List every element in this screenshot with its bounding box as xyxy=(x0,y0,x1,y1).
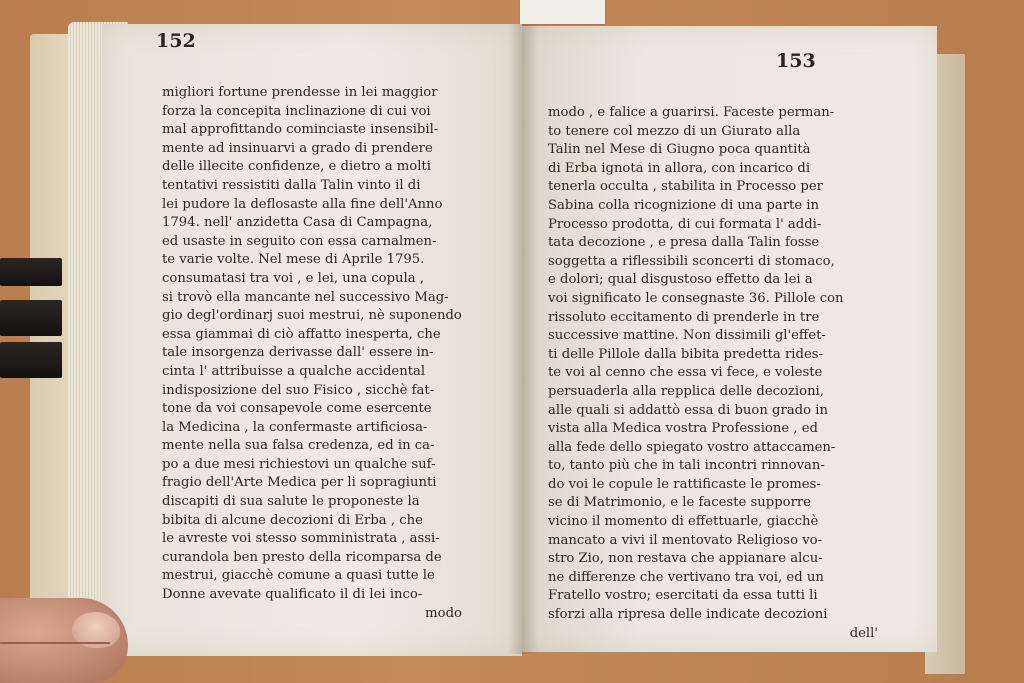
text-line: stro Zio, non restava che appianare alcu- xyxy=(548,551,823,567)
text-line: fragio dell'Arte Medica per li sopragiunti xyxy=(162,475,437,491)
text-line: di Erba ignota in allora, con incarico di xyxy=(548,160,811,176)
text-line: vista alla Medica vostra Professione , ed xyxy=(548,421,818,437)
page-number-left: 152 xyxy=(156,30,196,52)
catchword: modo xyxy=(425,605,462,621)
text-line: mal approfittando cominciaste insensibil- xyxy=(162,122,439,138)
text-line: successive mattine. Non dissimili gl'effet- xyxy=(548,328,826,344)
page-number-right: 153 xyxy=(776,50,816,72)
text-line: se di Matrimonio, e le faceste supporre xyxy=(548,495,811,511)
text-line: soggetta a riflessibili sconcerti di stomaco, xyxy=(548,253,835,269)
text-line: mente nella sua falsa credenza, ed in ca- xyxy=(162,438,435,454)
ribbon-bookmark xyxy=(0,342,62,378)
text-line: bibita di alcune decozioni di Erba , che xyxy=(162,512,423,528)
text-line: tone da voi consapevole come esercente xyxy=(162,401,432,417)
text-line: ti delle Pillole dalla bibita predetta rides- xyxy=(548,346,823,362)
text-line: 1794. nell' anzidetta Casa di Campagna, xyxy=(162,215,433,231)
text-line: sforzi alla ripresa delle indicate decozioni xyxy=(548,607,828,623)
text-line: modo , e falice a guarirsi. Faceste perman- xyxy=(548,105,835,120)
text-line: consumatasi tra voi , e lei, una copula , xyxy=(162,270,425,286)
catchword: dell' xyxy=(849,625,878,641)
text-line: ed usaste in seguito con essa carnalmen- xyxy=(162,233,437,249)
text-line: tata decozione , e presa dalla Talin fosse xyxy=(548,235,820,251)
text-line: mancato a vivi il mentovato Religioso vo- xyxy=(548,532,823,548)
book-gutter xyxy=(508,24,538,654)
text-line: Fratello vostro; esercitati da essa tutti li xyxy=(548,588,818,604)
text-line: Talin nel Mese di Giugno poca quantità xyxy=(548,142,811,158)
ribbon-bookmark xyxy=(0,300,62,336)
text-line: te voi al cenno che essa vi fece, e voleste xyxy=(548,365,823,381)
text-line: indisposizione del suo Fisico , sicchè fat- xyxy=(162,382,435,398)
right-page-text xyxy=(548,104,878,643)
text-line: to tenere col mezzo di un Giurato alla xyxy=(548,123,801,139)
text-line: cinta l' attribuisse a qualche accidental xyxy=(162,363,426,379)
text-line: migliori fortune prendesse in lei maggior xyxy=(162,85,438,100)
text-line: mente ad insinuarvi a grado di prendere xyxy=(162,140,433,156)
text-line: delle illecite confidenze, e dietro a molti xyxy=(162,159,431,175)
text-line: mestrui, giacchè comune a quasi tutte le xyxy=(162,568,435,584)
text-line: to, tanto più che in tali incontri rinnovan- xyxy=(548,458,825,474)
ribbon-bookmark xyxy=(0,258,62,286)
text-line: discapiti di sua salute le proponeste la xyxy=(162,494,420,510)
text-line: le avreste voi stesso somministrata , assi- xyxy=(162,531,440,547)
text-line: rissoluto eccitamento di prenderle in tre xyxy=(548,309,820,325)
text-line: forza la concepita inclinazione di cui voi xyxy=(162,103,431,119)
text-line: e dolori; qual disgustoso effetto da lei a xyxy=(548,272,813,288)
text-line: tentativi ressistiti dalla Talin vinto il di xyxy=(162,177,421,193)
text-line: tale insorgenza derivasse dall' essere in- xyxy=(162,345,434,361)
text-line: si trovò ella mancante nel successivo Mag- xyxy=(162,289,449,305)
text-line: la Medicina , la confermaste artificiosa- xyxy=(162,419,428,435)
text-line: Sabina colla ricognizione di una parte in xyxy=(548,197,820,213)
text-line: curandola ben presto della ricomparsa de xyxy=(162,549,442,565)
left-page-text xyxy=(162,84,462,623)
text-line: voi significato le consegnaste 36. Pillole con xyxy=(548,290,844,306)
text-line: te varie volte. Nel mese di Aprile 1795. xyxy=(162,252,425,268)
text-line: ne differenze che vertivano tra voi, ed un xyxy=(548,569,824,585)
text-line: Processo prodotta, di cui formata l' addi- xyxy=(548,216,822,232)
text-line: do voi le copule le rattificaste le promes- xyxy=(548,476,821,492)
text-line: alle quali si addattò essa di buon grado in xyxy=(548,402,828,418)
text-line: alla fede dello spiegato vostro attaccamen- xyxy=(548,439,836,455)
text-line: lei pudore la deflosaste alla fine dell'Anno xyxy=(162,196,443,212)
finger-crease xyxy=(0,642,110,644)
text-line: essa giammai di ciò affatto inesperta, che xyxy=(162,326,441,342)
text-line: Donne avevate qualificato il di lei inco- xyxy=(162,587,423,603)
text-line: vicino il momento di effettuarle, giacchè xyxy=(548,514,819,530)
text-line: persuaderla alla repplica delle decozioni, xyxy=(548,383,824,399)
text-line: po a due mesi richiestovi un qualche suf- xyxy=(162,456,436,472)
text-line: tenerla occulta , stabilita in Processo per xyxy=(548,179,823,195)
text-line: gio degl'ordinarj suoi mestrui, nè suponendo xyxy=(162,308,462,324)
